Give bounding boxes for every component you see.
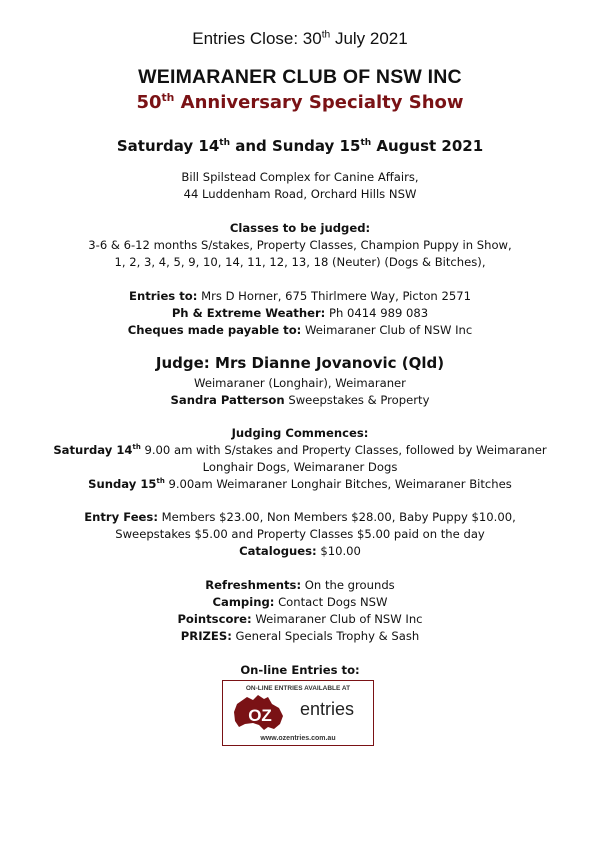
show-dates [0,137,600,155]
classes-line-1: 3-6 & 6-12 months S/stakes, Property Classes, Champion Puppy in Show, [88,238,512,252]
judging-heading: Judging Commences: [231,426,369,440]
info-section [0,577,600,645]
pointscore-value: Weimaraner Club of NSW Inc [251,612,423,626]
judging-sunday-text: 9.00am Weimaraner Longhair Bitches, Weimaraner Bitches [164,477,512,491]
ozentries-logo[interactable] [222,680,374,746]
second-judge-line [0,392,600,409]
fees-line-2: Sweepstakes $5.00 and Property Classes $5.00 paid on the day [115,527,485,541]
classes-section [0,220,600,271]
entries-to-line [0,288,600,305]
judging-section [0,425,600,493]
phone-value: Ph 0414 989 083 [325,306,429,320]
judge-details [0,375,600,409]
logo-tagline: ON-LINE ENTRIES AVAILABLE AT [245,685,351,692]
catalogues-line [0,543,600,560]
cheques-value: Weimaraner Club of NSW Inc [301,323,473,337]
fees-section [0,509,600,560]
entries-close-ordinal: th [321,29,331,41]
pointscore-line [0,611,600,628]
judge-breeds: Weimaraner (Longhair), Weimaraner [194,376,406,390]
refreshments-line [0,577,600,594]
entries-close-line [0,29,600,49]
camping-label: Camping: [212,595,275,609]
judging-saturday-cont: Longhair Dogs, Weimaraner Dogs [202,460,398,474]
cheques-line [0,322,600,339]
prizes-line [0,628,600,645]
cheques-label: Cheques made payable to: [127,323,302,337]
entries-close-month: July 2021 [330,29,408,48]
catalogues-label: Catalogues: [239,544,317,558]
date-saturday: Saturday 14 [116,137,220,155]
phone-line [0,305,600,322]
camping-line [0,594,600,611]
australia-map-icon [231,694,289,732]
online-heading-line [0,662,600,679]
entries-to-label: Entries to: [129,289,198,303]
logo-oz: OZ [248,706,272,725]
prizes-label: PRIZES: [180,629,232,643]
judging-saturday [0,442,600,459]
show-title-number: 50 [136,92,162,113]
online-heading: On-line Entries to: [240,663,360,677]
catalogues-value: $10.00 [316,544,361,558]
classes-heading: Classes to be judged: [229,221,371,235]
date-saturday-ordinal: th [219,138,231,148]
venue-line-1: Bill Spilstead Complex for Canine Affairs, [181,170,419,184]
pointscore-label: Pointscore: [177,612,252,626]
judging-sunday-ordinal: th [156,477,165,486]
logo-url[interactable]: www.ozentries.com.au [260,735,336,742]
refreshments-value: On the grounds [301,578,395,592]
camping-value: Contact Dogs NSW [274,595,388,609]
entries-close-text: Entries Close: 30 [192,29,322,48]
date-sunday-ordinal: th [360,138,372,148]
judging-saturday-ordinal: th [132,443,141,452]
classes-line-2: 1, 2, 3, 4, 5, 9, 10, 14, 11, 12, 13, 18 (Neuter) (Dogs & Bitches), [114,255,486,269]
show-title-ordinal: th [161,91,175,104]
fees-label: Entry Fees: [84,510,158,524]
judge-title: Judge: Mrs Dianne Jovanovic (Qld) [155,354,445,372]
logo-entries: entries [300,699,355,719]
fees-line-1 [0,509,600,526]
prizes-value: General Specials Trophy & Sash [231,629,420,643]
date-month: August 2021 [371,137,484,155]
entries-to-value: Mrs D Horner, 675 Thirlmere Way, Picton 2571 [197,289,471,303]
show-title [0,92,600,113]
judging-saturday-label: Saturday 14 [53,443,133,457]
phone-label: Ph & Extreme Weather: [171,306,326,320]
judging-sunday-label: Sunday 15 [88,477,157,491]
club-name: WEIMARANER CLUB OF NSW INC [138,66,462,88]
fees-value: Members $23.00, Non Members $28.00, Baby Puppy $10.00, [157,510,516,524]
date-sunday: and Sunday 15 [230,137,361,155]
venue-line-2: 44 Luddenham Road, Orchard Hills NSW [183,187,417,201]
contacts-section [0,288,600,339]
second-judge-classes: Sweepstakes & Property [284,393,430,407]
venue [0,169,600,203]
refreshments-label: Refreshments: [205,578,302,592]
judging-saturday-text: 9.00 am with S/stakes and Property Classes, followed by Weimaraner [140,443,547,457]
second-judge-name: Sandra Patterson [170,393,285,407]
judging-sunday [0,476,600,493]
show-title-text: Anniversary Specialty Show [174,92,464,113]
